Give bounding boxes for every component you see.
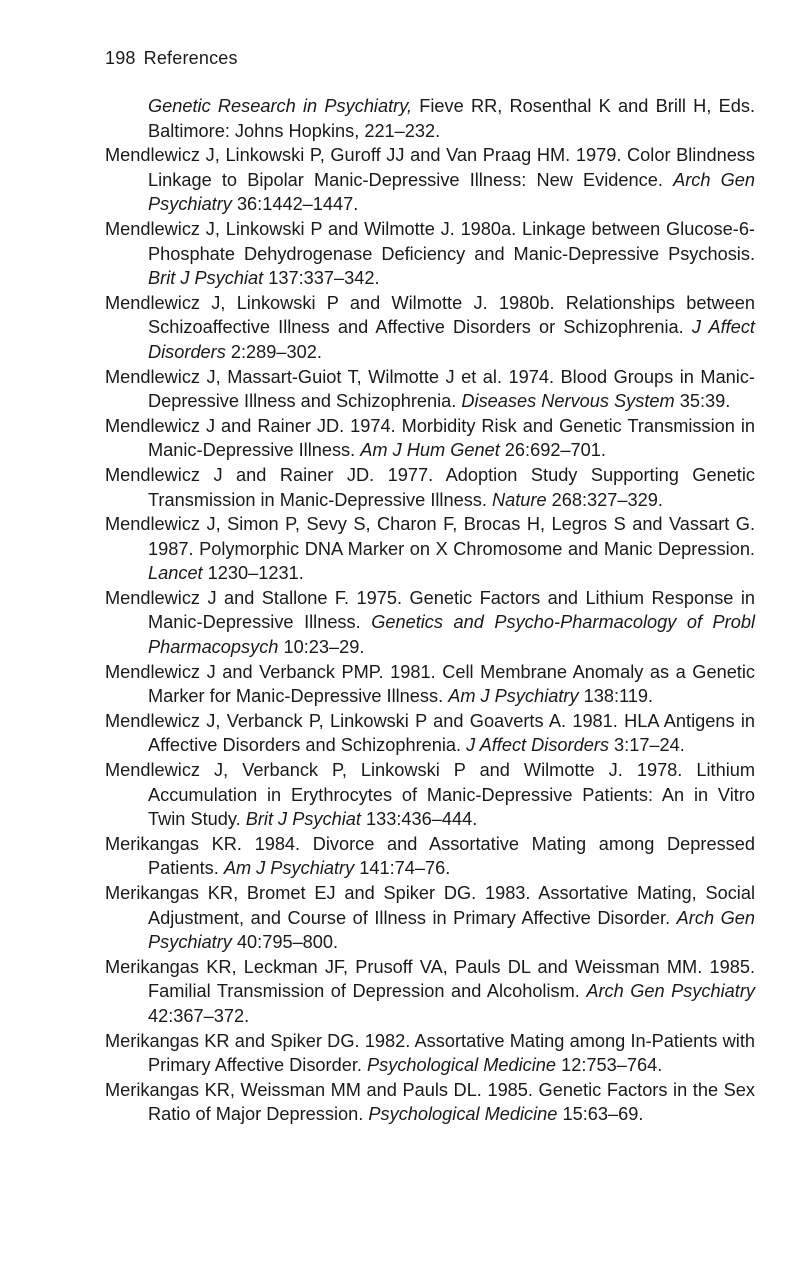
reference-list (105, 94, 755, 1127)
reference-source-title: Psychological Medicine (367, 1055, 557, 1076)
reference-text: 15:63–69. (557, 1104, 644, 1125)
reference-entry (105, 291, 755, 365)
reference-source-title: Genetics and Psycho-Pharmacology of Probl Pharmacopsych (148, 612, 755, 658)
reference-text: Mendlewicz J, Massart-Guiot T, Wilmotte J et al. 1974. Blood Groups in Manic-Depressive Illness and Schizophrenia. (105, 366, 755, 412)
reference-source-title: Arch Gen Psychiatry (586, 981, 755, 1002)
reference-source-title: Am J Psychiatry (223, 858, 355, 879)
reference-source-title: Am J Psychiatry (448, 686, 579, 707)
reference-text: 1230–1231. (202, 563, 304, 584)
reference-entry (105, 586, 755, 660)
reference-text: 12:753–764. (556, 1055, 663, 1076)
reference-text: 2:289–302. (225, 341, 322, 362)
reference-source-title: J Affect Disorders (148, 317, 755, 362)
reference-entry (105, 143, 755, 217)
reference-text: 141:74–76. (354, 858, 451, 879)
reference-entry (105, 758, 755, 832)
reference-text: Merikangas KR, Weissman MM and Pauls DL. 1985. Genetic Factors in the Sex Ratio of Major Depression. (105, 1079, 755, 1125)
reference-text: 138:119. (578, 686, 654, 707)
reference-source-title: Brit J Psychiat (245, 809, 361, 830)
reference-source-title: Arch Gen Psychiatry (148, 169, 756, 215)
reference-entry (105, 512, 755, 586)
reference-source-title: Nature (491, 489, 547, 510)
reference-text: Mendlewicz J, Verbanck P, Linkowski P and Wilmotte J. 1978. Lithium Accumulation in Erythrocytes of Manic-Depressive Patients: An in Vitro Twin Study. (105, 760, 755, 830)
reference-entry (105, 881, 755, 955)
reference-text: Mendlewicz J and Stallone F. 1975. Genetic Factors and Lithium Response in Manic-Depressive Illness. (105, 587, 755, 633)
reference-text: Mendlewicz J, Verbanck P, Linkowski P and Goaverts A. 1981. HLA Antigens in Affective Disorders and Schizophrenia. (105, 710, 755, 756)
reference-text: 268:327–329. (546, 489, 663, 510)
reference-text: 10:23–29. (278, 637, 365, 658)
reference-text: 36:1442–1447. (231, 194, 359, 215)
reference-text: Mendlewicz J and Rainer JD. 1974. Morbidity Risk and Genetic Transmission in Manic-Depressive Illness. (105, 415, 755, 461)
reference-source-title: Genetic Research in Psychiatry, (148, 96, 412, 116)
reference-source-title: J Affect Disorders (466, 735, 609, 756)
reference-text: Merikangas KR, Leckman JF, Prusoff VA, Pauls DL and Weissman MM. 1985. Familial Transmission of Depression and Alcoholism. (105, 956, 755, 1002)
reference-text: Merikangas KR and Spiker DG. 1982. Assortative Mating among In-Patients with Primary Affective Disorder. (105, 1030, 755, 1076)
reference-entry (105, 1029, 755, 1078)
reference-source-title: Am J Hum Genet (360, 440, 500, 461)
reference-continuation (105, 94, 755, 143)
reference-entry (105, 955, 755, 1029)
reference-source-title: Arch Gen Psychiatry (148, 907, 755, 953)
reference-entry (105, 463, 755, 512)
reference-source-title: Psychological Medicine (368, 1104, 558, 1125)
reference-text: 26:692–701. (499, 440, 606, 461)
running-head (105, 48, 238, 69)
page-number: 198 (105, 48, 136, 68)
reference-text: 35:39. (674, 391, 731, 412)
reference-entry (105, 660, 755, 709)
reference-text: Mendlewicz J, Linkowski P and Wilmotte J. 1980a. Linkage between Glucose-6-Phosphate Dehydrogenase Deficiency and Manic-Depressive Psychosis. (105, 218, 755, 264)
reference-source-title: Diseases Nervous System (461, 391, 675, 412)
reference-text: Mendlewicz J and Verbanck PMP. 1981. Cell Membrane Anomaly as a Genetic Marker for Manic-Depressive Illness. (105, 661, 755, 707)
reference-text: Mendlewicz J, Linkowski P and Wilmotte J. 1980b. Relationships between Schizoaffective Illness and Affective Disorders or Schizophrenia. (105, 292, 755, 338)
reference-text: Mendlewicz J, Simon P, Sevy S, Charon F, Brocas H, Legros S and Vassart G. 1987. Polymorphic DNA Marker on X Chromosome and Manic Depression. (105, 514, 755, 559)
reference-text: 133:436–444. (360, 809, 478, 830)
reference-entry (105, 1078, 755, 1127)
reference-source-title: Lancet (148, 563, 203, 584)
reference-text: Merikangas KR, Bromet EJ and Spiker DG. 1983. Assortative Mating, Social Adjustment, and Course of Illness in Primary Affective Disorder. (105, 883, 755, 928)
reference-entry (105, 365, 755, 414)
reference-text: Mendlewicz J and Rainer JD. 1977. Adoption Study Supporting Genetic Transmission in Manic-Depressive Illness. (105, 464, 755, 510)
reference-text: 137:337–342. (263, 268, 380, 289)
reference-text: Fieve RR, Rosenthal K and Brill H, Eds. Baltimore: Johns Hopkins, 221–232. (148, 96, 756, 141)
section-title: References (143, 48, 238, 68)
reference-entry (105, 709, 755, 758)
reference-entry (105, 217, 755, 291)
reference-entry (105, 414, 755, 463)
reference-source-title: Brit J Psychiat (148, 268, 264, 289)
reference-entry (105, 832, 755, 881)
reference-text: Mendlewicz J, Linkowski P, Guroff JJ and Van Praag HM. 1979. Color Blindness Linkage to Bipolar Manic-Depressive Illness: New Evidence. (105, 145, 755, 190)
reference-text: 40:795–800. (231, 932, 339, 953)
reference-text: 3:17–24. (608, 735, 685, 756)
reference-text: 42:367–372. (148, 1005, 250, 1026)
reference-text: Merikangas KR. 1984. Divorce and Assortative Mating among Depressed Patients. (105, 833, 755, 879)
